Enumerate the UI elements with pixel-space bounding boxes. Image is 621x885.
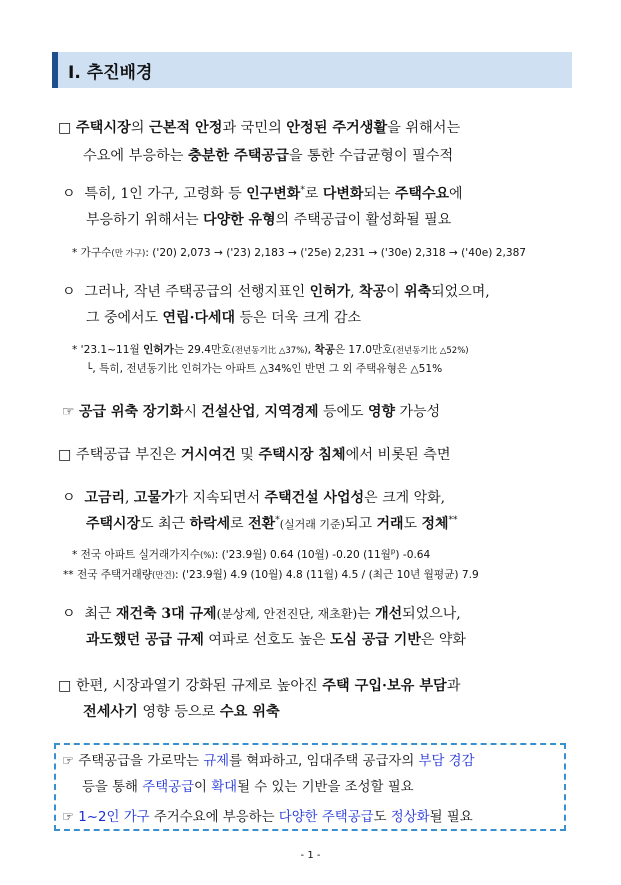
text-fragment: ☞ 주택공급을 가로막는 <box>62 754 204 769</box>
text-fragment: 은 약화 <box>420 632 466 648</box>
text-fragment: 의 주택공급이 활성화될 필요 <box>275 212 452 228</box>
text-fragment: 등에도 <box>318 404 369 420</box>
section-3-line-1 <box>58 675 460 695</box>
text-fragment: 과 <box>446 678 461 694</box>
text-fragment: 부응하기 위해서는 <box>86 212 204 228</box>
section-1-line-1 <box>58 117 460 137</box>
text-fragment: , <box>255 404 265 420</box>
text-fragment: , <box>350 284 360 300</box>
text-fragment: 수요 위축 <box>219 704 280 720</box>
text-fragment: : ('23.9월) 4.9 (10월) 4.8 (11월) 4.5 / (최근 10년 월평균) 7.9 <box>175 569 479 581</box>
pointing-hand-icon: ☞ <box>62 404 80 420</box>
point-4-line-1 <box>62 603 461 623</box>
text-fragment: 다양한 유형 <box>203 212 276 228</box>
conclusion-line-2 <box>82 776 414 795</box>
text-fragment: 될 수 있는 기반을 조성할 필요 <box>237 780 414 795</box>
text-fragment: 착공 <box>314 344 335 356</box>
conclusion-line-1 <box>62 750 475 769</box>
text-fragment: 안정된 주거생활 <box>286 120 388 136</box>
text-fragment: 영향 <box>368 404 396 420</box>
text-fragment: (전년동기比 △37%) <box>231 346 308 356</box>
text-fragment: 재건축 3대 규제 <box>115 606 217 622</box>
text-fragment: 부담 경감 <box>418 754 475 769</box>
text-fragment: 주택시장 <box>75 120 131 136</box>
text-fragment: 지역경제 <box>264 404 319 420</box>
text-fragment: 될 필요 <box>429 810 473 825</box>
text-fragment: ** 전국 주택거래량 <box>63 569 152 581</box>
text-fragment: 다변화 <box>322 186 364 202</box>
section-2-line-1 <box>58 444 451 464</box>
text-fragment: (만 가구) <box>111 249 146 259</box>
text-fragment: (만건) <box>151 571 176 581</box>
text-fragment: 주택시장 <box>86 516 141 532</box>
text-fragment: 주거수요에 부응하는 <box>149 810 279 825</box>
point-1-line-2 <box>86 209 451 229</box>
text-fragment: 등은 더욱 크게 감소 <box>235 310 362 326</box>
text-fragment: 그 중에서도 <box>86 310 163 326</box>
text-fragment: ☞ <box>62 810 79 825</box>
point-2-line-1 <box>62 281 490 301</box>
text-fragment: (전년동기比 △52%) <box>392 346 469 356</box>
conclusion-line-3 <box>62 806 473 825</box>
text-fragment: ** <box>448 515 458 526</box>
text-fragment: 전환 <box>248 516 276 532</box>
implication-line <box>62 401 440 421</box>
text-fragment: 건설산업 <box>201 404 256 420</box>
text-fragment: 는 29.4만호 <box>173 344 232 356</box>
text-fragment: 특히, 1인 가구, 고령화 등 <box>84 186 247 202</box>
text-fragment: 가구수 <box>80 247 112 259</box>
text-fragment: 1~2인 가구 <box>78 810 150 825</box>
text-fragment: 되는 <box>363 186 395 202</box>
text-fragment: 거시여건 <box>180 447 236 463</box>
text-fragment: 정체 <box>421 516 449 532</box>
section-3-line-2 <box>83 701 280 721</box>
bullet-o-icon: ㅇ <box>62 186 76 202</box>
text-fragment: * <box>72 247 78 259</box>
text-fragment: 주택시장 침체 <box>258 447 346 463</box>
text-fragment: 공급 위축 장기화 <box>79 404 184 420</box>
text-fragment: 도 <box>403 516 422 532</box>
section-title: Ⅰ. 추진배경 <box>68 63 153 83</box>
text-fragment: 최근 <box>84 606 116 622</box>
text-fragment: 과도했던 공급 규제 <box>86 632 204 648</box>
text-fragment: 이 <box>194 780 212 795</box>
text-fragment: 가 지속되면서 <box>174 490 265 506</box>
point-1-line-1 <box>62 183 463 203</box>
text-fragment: , <box>125 490 134 506</box>
text-fragment: 가능성 <box>395 404 441 420</box>
text-fragment: 등을 통해 <box>82 780 143 795</box>
text-fragment: 되었으나, <box>402 606 461 622</box>
text-fragment: (실거래 기준) <box>279 518 345 531</box>
text-fragment: 주택수요 <box>394 186 449 202</box>
page-number: - 1 - <box>300 850 321 861</box>
text-fragment: 개선 <box>375 606 403 622</box>
text-fragment: 규제 <box>203 754 230 769</box>
text-fragment: 은 크게 악화, <box>364 490 446 506</box>
text-fragment: 하락세 <box>189 516 231 532</box>
text-fragment: 인구변화 <box>246 186 301 202</box>
text-fragment: 의 <box>130 120 149 136</box>
text-fragment: 되고 <box>344 516 377 532</box>
checkbox-mark-icon: □ <box>58 678 72 694</box>
note-permits-line-1 <box>72 342 469 357</box>
text-fragment: 연립·다세대 <box>162 310 236 326</box>
text-fragment: 이 <box>386 284 405 300</box>
text-fragment: 은 17.0만호 <box>334 344 393 356</box>
text-fragment: 도 <box>373 810 391 825</box>
text-fragment: 주택공급 <box>142 780 195 795</box>
text-fragment: 에 <box>449 186 463 202</box>
text-fragment: 로 <box>304 186 323 202</box>
text-fragment: 로 <box>230 516 249 532</box>
text-fragment: 한편, 시장과열기 강화된 규제로 높아진 <box>75 678 323 694</box>
text-fragment: 주택 구입·보유 부담 <box>322 678 447 694</box>
text-fragment: 고물가 <box>133 490 175 506</box>
text-fragment: 여파로 선호도 높은 <box>203 632 330 648</box>
text-fragment: 거래 <box>376 516 404 532</box>
text-fragment: 주택공급 부진은 <box>75 447 181 463</box>
text-fragment: 위축 <box>404 284 432 300</box>
note-household-count <box>72 245 526 260</box>
text-fragment: 고금리 <box>84 490 126 506</box>
text-fragment: * <box>300 185 305 196</box>
text-fragment: 과 국민의 <box>222 120 287 136</box>
text-fragment: 충분한 주택공급 <box>187 148 289 164</box>
text-fragment: 에서 비롯된 측면 <box>345 447 451 463</box>
text-fragment: 을 위해서는 <box>387 120 461 136</box>
text-fragment: 수요에 부응하는 <box>83 148 188 164</box>
text-fragment: 을 통한 수급균형이 필수적 <box>288 148 454 164</box>
text-fragment: 되었으며, <box>431 284 490 300</box>
point-2-line-2 <box>86 307 361 327</box>
text-fragment: * <box>72 344 78 356</box>
note-price-index <box>72 547 430 562</box>
text-fragment: * <box>275 515 280 526</box>
text-fragment: 도심 공급 기반 <box>329 632 421 648</box>
point-3-line-2 <box>86 513 458 533</box>
text-fragment: 그러나, 작년 주택공급의 선행지표인 <box>84 284 310 300</box>
text-fragment: 를 혁파하고, 임대주택 공급자의 <box>229 754 419 769</box>
bullet-o-icon: ㅇ <box>62 284 76 300</box>
text-fragment: 확대 <box>211 780 238 795</box>
checkbox-mark-icon: □ <box>58 447 72 463</box>
bullet-o-icon: ㅇ <box>62 606 76 622</box>
text-fragment: 도 최근 <box>140 516 190 532</box>
text-fragment: 착공 <box>359 284 387 300</box>
text-fragment: : ('20) 2,073 → ('23) 2,183 → ('25e) 2,231 → ('30e) 2,318 → ('40e) 2,387 <box>145 247 527 259</box>
text-fragment: (분상제, 안전진단, 재초환) <box>216 607 358 621</box>
text-fragment: 는 <box>357 606 376 622</box>
note-transaction-volume <box>63 567 479 582</box>
checkbox-mark-icon: □ <box>58 120 72 136</box>
text-fragment: 및 <box>235 447 259 463</box>
text-fragment: '23.1~11월 <box>80 344 144 356</box>
text-fragment: (%) <box>199 551 215 561</box>
text-fragment: ) -0.64 <box>395 549 431 561</box>
text-fragment: p <box>390 547 396 556</box>
bullet-o-icon: ㅇ <box>62 490 76 506</box>
text-fragment: 근본적 안정 <box>148 120 223 136</box>
text-fragment: 시 <box>183 404 202 420</box>
text-fragment: 인허가 <box>143 344 174 356</box>
point-4-line-2 <box>86 629 466 649</box>
text-fragment: 다양한 주택공급 <box>278 810 374 825</box>
text-fragment: : ('23.9월) 0.64 (10월) -0.20 (11월 <box>214 549 391 561</box>
text-fragment: 영향 등으로 <box>137 704 220 720</box>
text-fragment: , <box>307 344 315 356</box>
text-fragment: 인허가 <box>309 284 351 300</box>
text-fragment: 전세사기 <box>83 704 138 720</box>
note-permits-line-2: └, 특히, 전년동기比 인허가는 아파트 △34%인 반면 그 외 주택유형은 △51% <box>86 363 443 375</box>
text-fragment: 정상화 <box>390 810 430 825</box>
text-fragment: * 전국 아파트 실거래가지수 <box>72 549 200 561</box>
point-3-line-1 <box>62 487 445 507</box>
section-1-line-2 <box>83 145 453 165</box>
text-fragment: 주택건설 사업성 <box>264 490 365 506</box>
